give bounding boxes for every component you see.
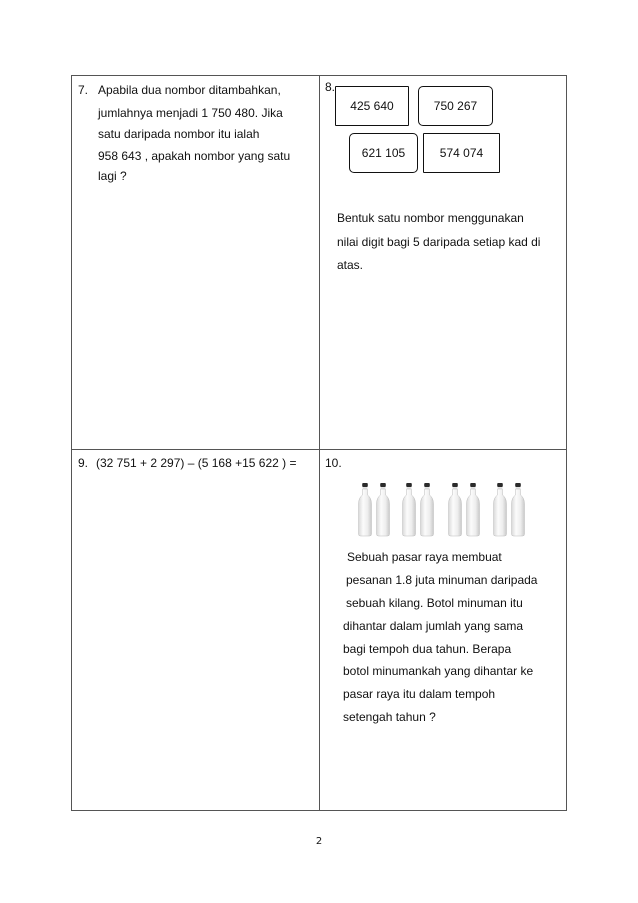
- question-7-line-5: lagi ?: [98, 169, 127, 183]
- number-card-1: 425 640: [335, 86, 409, 126]
- water-bottle-icon: [359, 483, 372, 536]
- question-10-line-7: pasar raya itu dalam tempoh: [343, 687, 496, 701]
- question-10-line-4: dihantar dalam jumlah yang sama: [343, 619, 524, 633]
- question-10-line-1: Sebuah pasar raya membuat: [347, 550, 502, 564]
- number-card-2: 750 267: [418, 86, 493, 126]
- question-7-line-4: 958 643 , apakah nombor yang satu: [98, 149, 291, 163]
- row-divider: [72, 449, 566, 450]
- question-8-number: 8.: [325, 80, 336, 94]
- water-bottle-icon: [494, 483, 507, 536]
- water-bottle-icon: [421, 483, 434, 536]
- question-10-line-2: pesanan 1.8 juta minuman daripada: [346, 573, 538, 587]
- question-7-line-2: jumlahnya menjadi 1 750 480. Jika: [98, 106, 283, 120]
- page-number: 2: [315, 836, 323, 847]
- question-10-line-3: sebuah kilang. Botol minuman itu: [346, 596, 523, 610]
- question-7-number: 7.: [78, 83, 89, 97]
- question-10-line-5: bagi tempoh dua tahun. Berapa: [343, 642, 512, 656]
- question-10-line-6: botol minumankah yang dihantar ke: [343, 664, 534, 678]
- question-8-line-3: atas.: [337, 258, 364, 272]
- question-7-line-1: Apabila dua nombor ditambahkan,: [98, 83, 281, 97]
- water-bottle-icon: [449, 483, 462, 536]
- question-8-line-2: nilai digit bagi 5 daripada setiap kad di: [337, 235, 541, 249]
- column-divider: [319, 76, 320, 810]
- question-10-line-8: setengah tahun ?: [343, 710, 436, 724]
- water-bottle-icon: [403, 483, 416, 536]
- number-card-3: 621 105: [349, 133, 418, 173]
- question-9-expression: (32 751 + 2 297) – (5 168 +15 622 ) =: [96, 456, 297, 470]
- water-bottle-icon: [467, 483, 480, 536]
- question-9-number: 9.: [78, 456, 89, 470]
- number-card-4: 574 074: [423, 133, 500, 173]
- question-10-number: 10.: [325, 456, 342, 470]
- water-bottle-icon: [512, 483, 525, 536]
- question-8-line-1: Bentuk satu nombor menggunakan: [337, 211, 524, 225]
- question-7-line-3: satu daripada nombor itu ialah: [98, 127, 260, 141]
- bottles-image: [358, 483, 528, 537]
- water-bottle-icon: [377, 483, 390, 536]
